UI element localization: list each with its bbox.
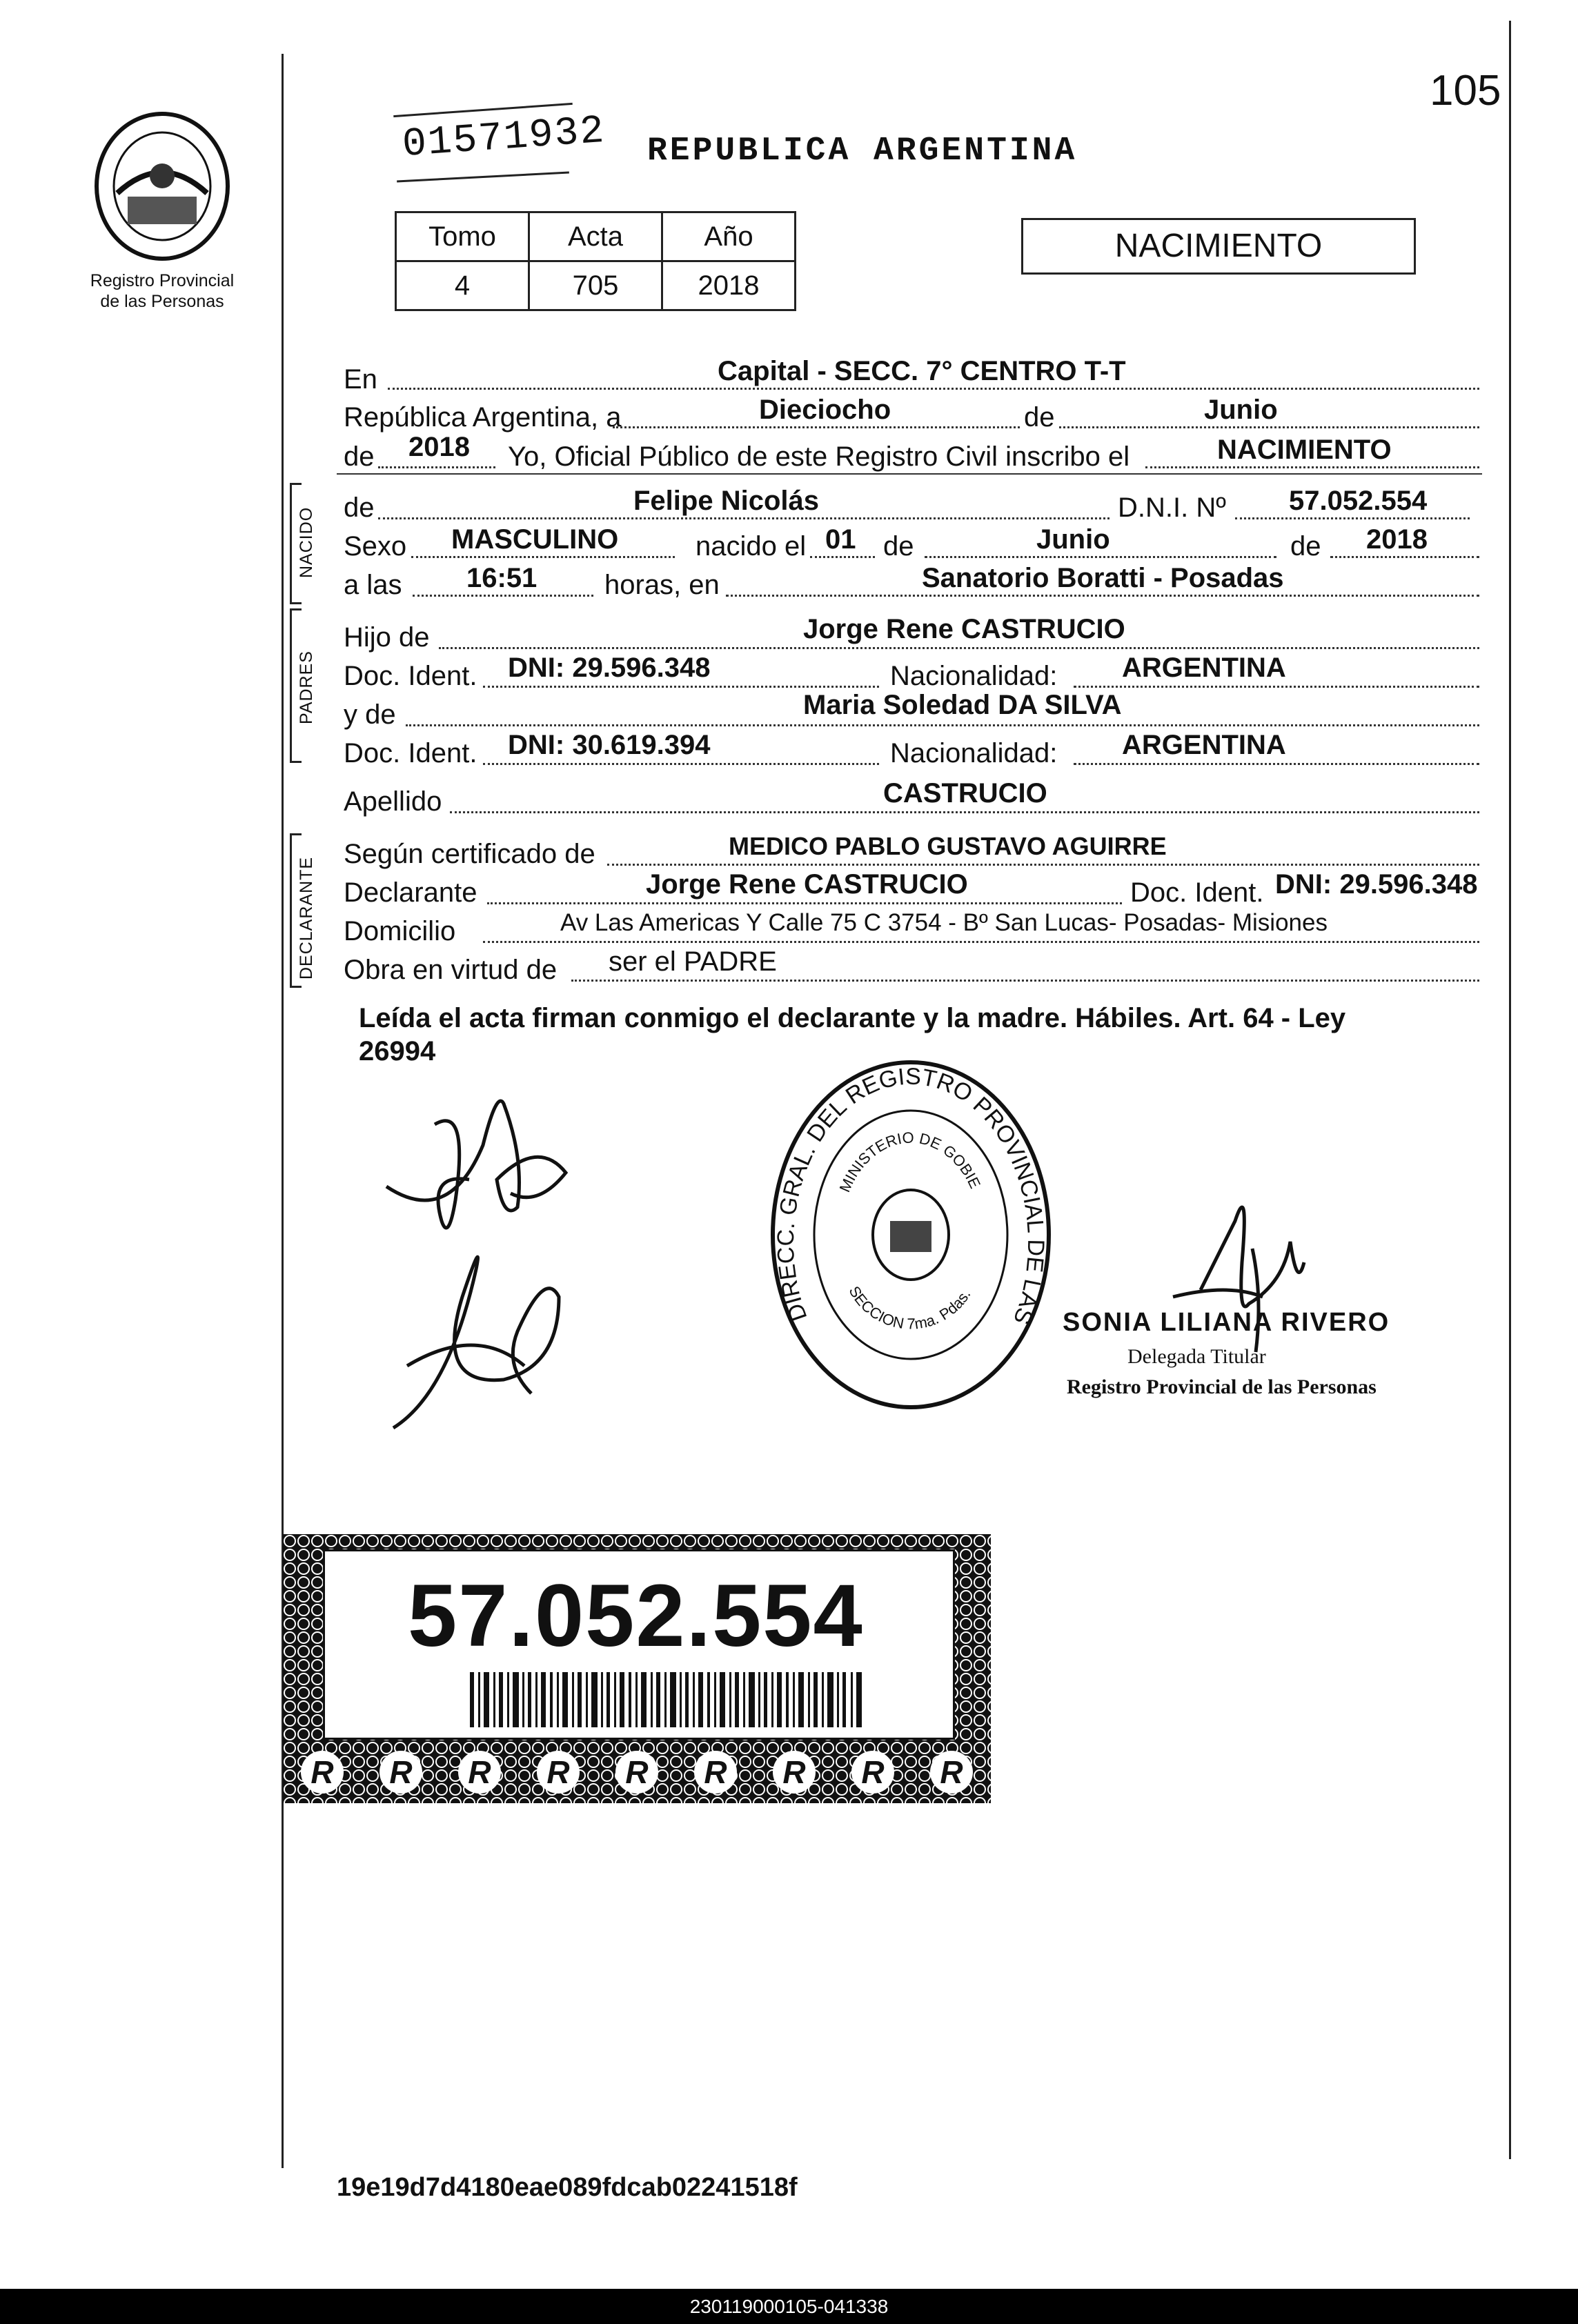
left-margin-line [282,54,284,2168]
nacido-label: NACIDO [297,506,316,578]
birth-day: 01 [825,524,856,555]
decl-doc-label: Doc. Ident. [1130,877,1264,908]
pattern-letter: R [458,1751,501,1794]
closing-text-line2: 26994 [359,1036,436,1066]
page-number: 105 [1430,67,1501,115]
apellido-label: Apellido [344,786,442,817]
month-de-label: de [1021,402,1058,433]
domicilio-label: Domicilio [344,916,456,946]
declarante-name: Jorge Rene CASTRUCIO [646,869,968,900]
pattern-letter: R [301,1751,344,1794]
birth-time: 16:51 [466,563,537,593]
year-dots [378,466,495,468]
father-doc: DNI: 29.596.348 [508,653,711,683]
child-name: Felipe Nicolás [633,486,819,516]
mother-nationality: ARGENTINA [1122,730,1286,760]
domicilio-value: Av Las Americas Y Calle 75 C 3754 - Bº San Lucas- Posadas- Misiones [560,909,1328,936]
cert-label: Según certificado de [344,839,595,869]
birth-day-dots [810,556,875,558]
hijo-label: Hijo de [344,622,430,653]
footer-code: 230119000105-041338 [0,2289,1578,2324]
province-logo [90,110,235,262]
serial-number: 01571932 [401,108,607,168]
serial-underline [397,171,569,182]
pattern-letter: R [930,1751,973,1794]
day-value: Dieciocho [759,395,891,425]
seal-inner-text: MINISTERIO DE GOBIE [836,1129,985,1195]
tomo-value: 4 [396,261,529,310]
sexo-value: MASCULINO [451,524,619,555]
birth-year-dots [1330,556,1479,558]
pattern-letter: R [537,1751,580,1794]
header-rule [337,473,1482,475]
id-sticker-panel [323,1549,955,1740]
anio-header: Año [662,212,796,261]
father-name: Jorge Rene CASTRUCIO [803,614,1125,644]
en-label: En [344,364,377,395]
sticker-pattern-row [283,1748,991,1796]
dni-label: D.N.I. Nº [1118,493,1226,523]
year-de-label: de [344,441,375,472]
seal-section-text: SECCION 7ma. Pdas. [845,1283,974,1333]
official-seal [766,1055,1056,1414]
padres-label: PADRES [297,650,316,724]
decl-doc-value: DNI: 29.596.348 [1275,869,1478,900]
volume-table [395,211,796,311]
acta-value: 705 [529,261,662,310]
nac2-dots [1074,763,1479,765]
dni-dots [1235,517,1470,519]
year-value: 2018 [408,432,470,462]
svg-text:SECCION 7ma. Pdas. [845,1283,974,1332]
birth-year: 2018 [1366,524,1428,555]
dni-value: 57.052.554 [1289,486,1428,516]
nacido-de-label: de [344,493,375,523]
obra-dots [571,980,1479,982]
domicilio-dots [483,941,1479,943]
nac1-dots [1074,686,1479,688]
apellido-dots [450,811,1479,813]
obra-label: Obra en virtud de [344,955,558,985]
oficial-text: Yo, Oficial Público de este Registro Civil inscribo el [508,441,1130,472]
signature-declarante [366,1062,593,1476]
official-name: SONIA LILIANA RIVERO [1063,1308,1390,1337]
decl-dots [487,902,1122,904]
declarante-label: DECLARANTE [297,856,316,980]
doc2-dots [483,763,879,765]
pattern-letter: R [773,1751,816,1794]
sexo-dots [411,556,675,558]
svg-text:DIRECC. GRAL. DEL REGISTRO PRO [766,1055,1049,1328]
inscribe-value: NACIMIENTO [1217,435,1392,465]
month-value: Junio [1204,395,1278,425]
sexo-label: Sexo [344,531,407,562]
nacido-el-label: nacido el [696,531,807,562]
right-margin-line [1509,21,1511,2159]
en-dots [388,388,1479,390]
pattern-letter: R [379,1751,422,1794]
doc1-dots [483,686,879,688]
birth-de1-label: de [883,531,914,562]
a-las-label: a las [344,570,402,600]
closing-text-line1: Leída el acta firman conmigo el declarante y la madre. Hábiles. Art. 64 - Ley [359,1003,1346,1033]
mother-dots [406,724,1479,726]
logo-caption [69,270,255,312]
time-dots [413,595,593,597]
page-title: REPUBLICA ARGENTINA [647,132,1078,170]
tomo-header: Tomo [396,212,529,261]
obra-value: ser el PADRE [609,946,777,977]
id-sticker [283,1534,991,1803]
official-title: Delegada Titular [1127,1345,1266,1368]
document-hash: 19e19d7d4180eae089fdcab02241518f [337,2173,798,2202]
cert-dots [607,864,1479,866]
republica-label: República Argentina, a [344,402,622,433]
signature-official [1159,1180,1339,1366]
father-nationality: ARGENTINA [1122,653,1286,683]
cert-value: MEDICO PABLO GUSTAVO AGUIRRE [729,832,1167,860]
place-dots [726,595,1479,597]
father-dots [439,647,1479,649]
official-office: Registro Provincial de las Personas [1067,1375,1377,1398]
yde-label: y de [344,699,396,730]
record-type-box: NACIMIENTO [1021,218,1416,275]
en-value: Capital - SECC. 7° CENTRO T-T [718,356,1126,386]
nac1-label: Nacionalidad: [890,661,1058,691]
acta-header: Acta [529,212,662,261]
id-number: 57.052.554 [408,1567,864,1665]
apellido-value: CASTRUCIO [883,778,1047,808]
mother-doc: DNI: 30.619.394 [508,730,711,760]
seal-outer-text: DIRECC. GRAL. DEL REGISTRO PROVINCIAL DE LAS [772,1063,1049,1328]
mother-name: Maria Soledad DA SILVA [803,690,1122,720]
pattern-letter: R [615,1751,658,1794]
anio-value: 2018 [662,261,796,310]
inscribe-dots [1145,466,1479,468]
doc1-label: Doc. Ident. [344,661,477,691]
doc2-label: Doc. Ident. [344,738,477,768]
nac2-label: Nacionalidad: [890,738,1058,768]
barcode [470,1672,870,1727]
birth-month-dots [925,556,1276,558]
logo-caption-line1: Registro Provincial [90,271,235,290]
pattern-letter: R [694,1751,737,1794]
birth-de2-label: de [1290,531,1321,562]
name-dots [378,517,1109,519]
birth-month: Junio [1036,524,1110,555]
horas-label: horas, en [604,570,720,600]
pattern-letter: R [851,1751,894,1794]
birth-place: Sanatorio Boratti - Posadas [922,563,1284,593]
declarante-field-label: Declarante [344,877,477,908]
logo-caption-line2: de las Personas [100,292,224,311]
